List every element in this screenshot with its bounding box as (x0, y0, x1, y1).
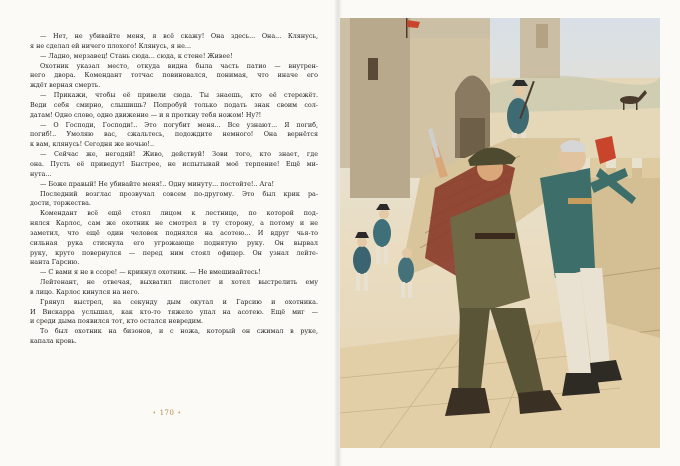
text-line: в лицо. Карлос кинулся на него. (30, 287, 140, 296)
text-line: — Прикажи, чтобы её привели сюда. Ты знаешь, кто её стережёт. (40, 91, 318, 100)
text-line: — Сейчас же, негодяй! Живо, действуй! Зови того, кто знает, где (40, 150, 318, 159)
text-line: Последний возглас прозвучал совсем по-другому. Это был крик ра- (40, 189, 318, 198)
text-line: погиб!.. Умоляю вас, сжальтесь, подождите немного! Она вернётся (30, 130, 318, 139)
text-line: сильная рука стиснула его угрожающе поднятую руку. Он вырвал (30, 238, 318, 247)
illustration-fight-on-rooftop (340, 18, 660, 448)
soldier-2 (353, 232, 371, 291)
text-line: — С вами я не в ссоре! — крикнул охотник. — Не вмешивайтесь! (40, 268, 261, 277)
illustration-canvas (340, 18, 660, 448)
text-line: ждёт верная смерть. (30, 81, 101, 90)
page-number-value: 170 (159, 409, 175, 417)
text-line: нялся Карлос, сам же охотник не смотрел в ту сторону, а потому и не (30, 219, 318, 228)
text-line: к вам, клянусь! Сегодня же ночью!.. (30, 140, 155, 149)
text-line: — Ладно, мерзавец! Стань сюда... сюда, к стене! Живее! (40, 51, 233, 60)
text-line: Веди себя смирно, слышишь? Попробуй только подать знак своим сол- (30, 100, 318, 109)
page-number-ornament-right: • (177, 410, 182, 417)
page-number (0, 409, 334, 417)
text-line: нута... (30, 169, 52, 178)
text-line: Грянул выстрел, на секунду дым окутал и Гарсию и охотника. (40, 297, 318, 306)
text-line: и среди дыма появился тот, кто остался невредим. (30, 317, 204, 326)
text-line: я не сделал ей ничего плохого! Клянусь, я не... (30, 41, 192, 50)
text-line: То был охотник на бизонов, и с ножа, который он сжимал в руке, (40, 327, 318, 336)
page-number-ornament-left: • (152, 410, 157, 417)
text-line: руку, круто повернулся — перед ним стоял офицер. Он узнал лейте- (30, 248, 318, 257)
soldiers-group (353, 204, 414, 298)
soldier-1 (373, 204, 391, 264)
text-line: датам! Одно слово, одно движение — и я проткну тебя ножом! Ну?! (30, 110, 262, 119)
text-line: него двора. Комендант тотчас повиновался, понимая, что иначе его (30, 71, 318, 80)
text-line: Лейтенант, не отвечая, выхватил пистолет и хотел выстрелить ему (40, 278, 318, 287)
text-line: заметил, что ещё один человек поднялся на асотею... И вдруг чья-то (30, 228, 318, 237)
text-line: — Нет, не убивайте меня, я всё скажу! Она здесь... Она... Клянусь, (40, 32, 318, 40)
text-line: И Вискарра услышал, как кто-то тяжело упал на асотею. Ещё миг — (30, 307, 318, 316)
text-line: — О Господи, Господи!.. Это погубит меня... Все узнают... Я погиб, (40, 120, 318, 129)
text-line: Охотник указал место, откуда видна была часть патио — внутрен- (40, 61, 318, 70)
text-line: капала кровь. (30, 337, 77, 346)
text-line: нанта Гарсию. (30, 258, 80, 267)
text-line: Комендант всё ещё стоял лицом к лестнице, по которой под- (40, 209, 318, 218)
text-line: она. Пусть её приведут! Быстрее, не испытывай моё терпение! Ещё ми- (30, 159, 318, 168)
left-page-text (30, 32, 318, 347)
text-line: дости, торжества. (30, 199, 91, 208)
text-line: — Боже правый! Не убивайте меня!.. Одну минуту... постойте!.. Ага! (40, 179, 275, 188)
